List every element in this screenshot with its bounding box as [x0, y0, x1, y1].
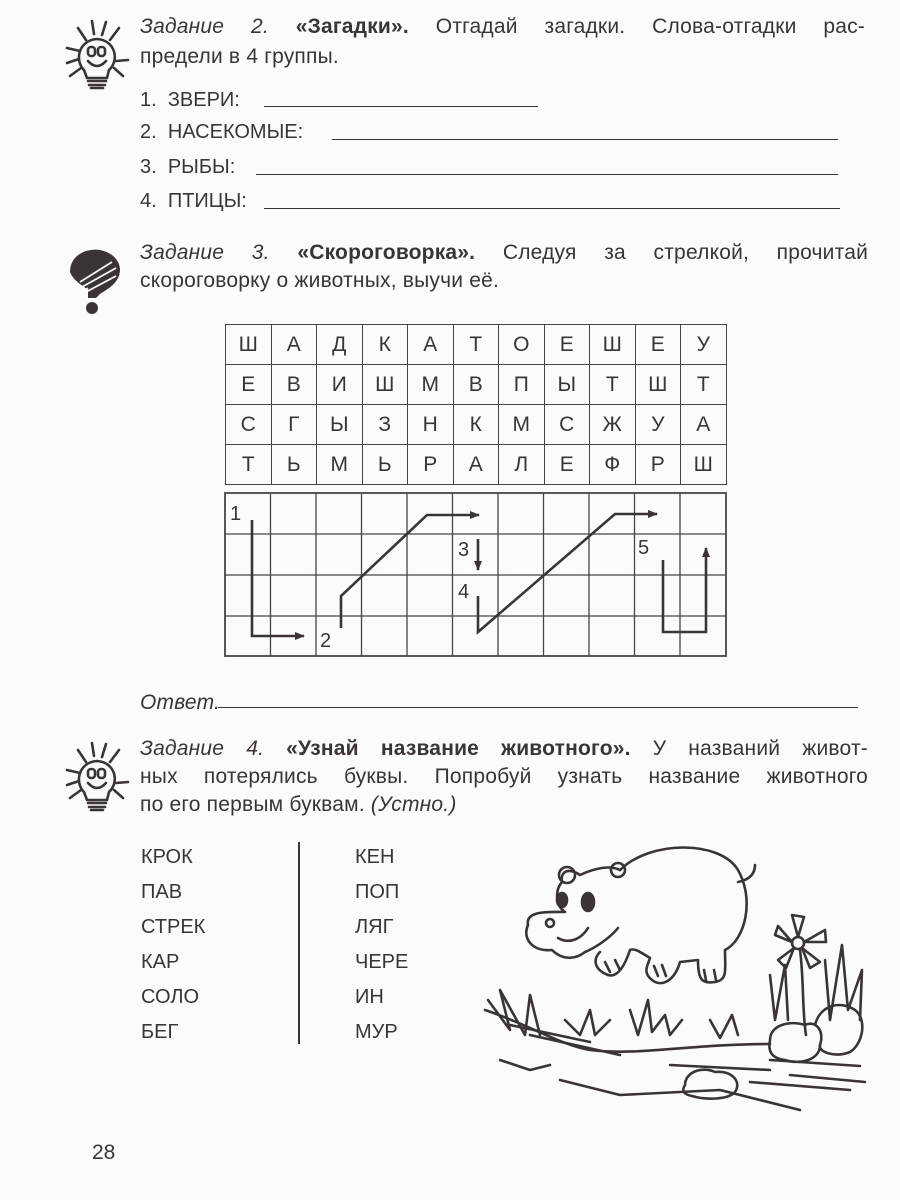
lightbulb-icon	[64, 740, 134, 815]
task2-label: Задание 2.	[140, 15, 269, 38]
task3-heading-line2: скороговорку о животных, выучи её.	[140, 269, 500, 292]
lightbulb-icon	[64, 18, 134, 93]
word-fragment: ЛЯГ	[355, 916, 394, 938]
category-label: ЗВЕРИ:	[167, 89, 240, 111]
answer-label-text: Ответ.	[140, 691, 221, 714]
word-fragment: МУР	[355, 1021, 398, 1043]
letter-cell: У	[635, 405, 681, 445]
category-label: РЫБЫ:	[167, 156, 236, 178]
word-fragment: КЕН	[355, 846, 395, 868]
task4-heading-line2: ных потерялись буквы. Попробуй узнать название животного	[140, 765, 868, 788]
task2-title: «Загадки».	[295, 15, 409, 38]
word-fragment: КРОК	[141, 846, 193, 868]
question-pencil-icon	[66, 246, 126, 316]
answer-line-insects[interactable]	[332, 139, 838, 140]
arrow-label-4: 4	[458, 581, 470, 603]
letter-cell: Ь	[271, 445, 317, 485]
letter-cell: В	[453, 365, 499, 405]
page-number: 28	[92, 1141, 116, 1164]
letter-cell: Ш	[681, 445, 727, 485]
task2-heading-line1	[140, 12, 865, 42]
category-number: 4.	[140, 190, 157, 212]
task4-instruction: У названий живот-	[652, 737, 868, 760]
task3-instruction: Следуя за стрелкой, прочитай	[502, 241, 869, 264]
letter-cell: Ш	[590, 325, 636, 365]
task4-heading-line1	[140, 734, 868, 764]
word-fragment: СОЛО	[141, 986, 200, 1008]
letter-cell: Ш	[635, 365, 681, 405]
category-number: 3.	[140, 156, 157, 178]
arrow-label-3: 3	[458, 539, 470, 561]
answer-line-animals[interactable]	[264, 106, 538, 107]
letter-cell: С	[544, 405, 590, 445]
letter-cell: Ж	[590, 405, 636, 445]
word-fragment: БЕГ	[141, 1021, 179, 1043]
letter-cell: И	[317, 365, 363, 405]
letter-cell: Р	[408, 445, 454, 485]
letter-cell: Д	[317, 325, 363, 365]
letter-cell: А	[681, 405, 727, 445]
arrow-label-1: 1	[230, 503, 242, 525]
word-fragment: ЧЕРЕ	[355, 951, 409, 973]
letter-cell: Р	[635, 445, 681, 485]
arrow-path-grid	[224, 492, 728, 660]
category-row-birds	[140, 187, 247, 215]
letter-cell: К	[453, 405, 499, 445]
category-label: НАСЕКОМЫЕ:	[167, 121, 304, 143]
letter-cell: Г	[271, 405, 317, 445]
letter-grid-row	[226, 325, 727, 365]
letter-cell: Т	[453, 325, 499, 365]
letter-cell: Е	[544, 445, 590, 485]
letter-cell: П	[499, 365, 545, 405]
letter-cell: Ь	[362, 445, 408, 485]
letter-cell: А	[453, 445, 499, 485]
letter-grid-row	[226, 365, 727, 405]
task4-orally-note: (Устно.)	[370, 793, 457, 816]
category-number: 2.	[140, 121, 157, 143]
letter-cell: Т	[681, 365, 727, 405]
letter-cell: Е	[635, 325, 681, 365]
task2-heading-line2: предели в 4 группы.	[140, 45, 339, 68]
word-fragment: ПОП	[355, 881, 400, 903]
letter-cell: Л	[499, 445, 545, 485]
letter-cell: В	[271, 365, 317, 405]
letter-cell: М	[499, 405, 545, 445]
letter-cell: О	[499, 325, 545, 365]
column-divider	[298, 842, 300, 1044]
letter-cell: К	[362, 325, 408, 365]
answer-line-tongue-twister[interactable]	[218, 707, 858, 708]
letter-grid-row	[226, 405, 727, 445]
letter-cell: У	[681, 325, 727, 365]
letter-cell: Ф	[590, 445, 636, 485]
category-number: 1.	[140, 89, 157, 111]
letter-grid	[225, 324, 727, 485]
task3-label: Задание 3.	[140, 241, 270, 264]
letter-cell: Ы	[544, 365, 590, 405]
letter-cell: М	[408, 365, 454, 405]
task3-heading-line1	[140, 238, 868, 268]
letter-cell: З	[362, 405, 408, 445]
letter-cell: Т	[590, 365, 636, 405]
letter-cell: М	[317, 445, 363, 485]
answer-line-fish[interactable]	[256, 174, 838, 175]
category-label: ПТИЦЫ:	[167, 190, 247, 212]
letter-cell: Н	[408, 405, 454, 445]
word-fragment: СТРЕК	[141, 916, 206, 938]
task4-label: Задание 4.	[140, 737, 265, 760]
letter-cell: А	[408, 325, 454, 365]
word-fragment: ИН	[355, 986, 384, 1008]
category-row-fish	[140, 153, 235, 181]
letter-cell: А	[271, 325, 317, 365]
category-row-insects	[140, 118, 303, 146]
task2-instruction: Отгадай загадки. Слова-отгадки рас-	[435, 15, 865, 38]
letter-grid-row	[226, 445, 727, 485]
category-row-animals	[140, 86, 240, 114]
letter-cell: С	[226, 405, 272, 445]
task4-line3-text: по его первым буквам.	[140, 793, 365, 816]
task4-heading-line3	[140, 790, 457, 820]
answer-line-birds[interactable]	[264, 208, 840, 209]
hippo-illustration	[470, 820, 870, 1120]
word-fragment: КАР	[141, 951, 180, 973]
word-fragment: ПАВ	[141, 881, 183, 903]
arrow-label-5: 5	[638, 537, 650, 559]
letter-cell: Ы	[317, 405, 363, 445]
task3-title: «Скороговорка».	[297, 241, 476, 264]
letter-cell: Ш	[362, 365, 408, 405]
arrow-label-2: 2	[320, 630, 332, 652]
task4-title: «Узнай название животного».	[286, 737, 631, 760]
letter-cell: Е	[226, 365, 272, 405]
letter-cell: Ш	[226, 325, 272, 365]
answer-label	[140, 688, 220, 718]
letter-cell: Е	[544, 325, 590, 365]
letter-cell: Т	[226, 445, 272, 485]
